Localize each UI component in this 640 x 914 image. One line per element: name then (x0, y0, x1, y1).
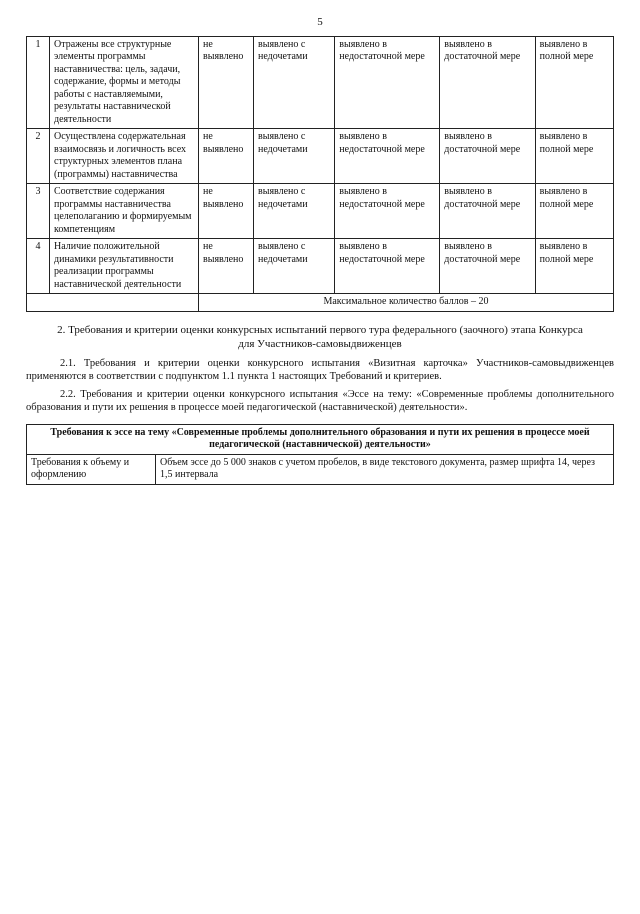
criteria-level-cell: выявлено в полной мере (535, 129, 613, 184)
criteria-total-row (27, 294, 614, 312)
criteria-level-cell: выявлено в недостаточной мере (335, 129, 440, 184)
criteria-row (27, 129, 614, 184)
criteria-level-cell: выявлено в достаточной мере (440, 239, 535, 294)
criteria-level-cell: выявлено в достаточной мере (440, 129, 535, 184)
criteria-row-number: 2 (27, 129, 50, 184)
essay-requirements-table (26, 424, 614, 485)
criteria-level-cell: выявлено с недочетами (254, 36, 335, 129)
paragraph-2-1: 2.1. Требования и критерии оценки конкурсного испытания «Визитная карточка» Участников-самовыдвиженцев применяются в соответствии с подпунктом 1.1 пункта 1 настоящих Требований и критериев. (26, 358, 614, 383)
criteria-row-number: 4 (27, 239, 50, 294)
criteria-level-cell: выявлено в достаточной мере (440, 184, 535, 239)
criteria-row-criterion: Отражены все структурные элементы программы наставничества: цель, задачи, содержание, формы и методы работы с наставляемыми, результаты наставнической деятельности (50, 36, 199, 129)
criteria-total: Максимальное количество баллов – 20 (199, 294, 614, 312)
essay-requirement-label: Требования к объему и оформлению (27, 454, 156, 484)
criteria-level-cell: не выявлено (199, 239, 254, 294)
criteria-level-cell: выявлено в полной мере (535, 239, 613, 294)
section-2-heading: 2. Требования и критерии оценки конкурсных испытаний первого тура федерального (заочного) этапа Конкурса для Участников-самовыдвиженцев (57, 323, 583, 350)
criteria-level-cell: не выявлено (199, 184, 254, 239)
criteria-row-number: 1 (27, 36, 50, 129)
criteria-row (27, 239, 614, 294)
page-number: 5 (317, 16, 323, 28)
criteria-level-cell: не выявлено (199, 36, 254, 129)
criteria-level-cell: выявлено в полной мере (535, 36, 613, 129)
essay-requirement-value: Объем эссе до 5 000 знаков с учетом пробелов, в виде текстового документа, размер шрифта 14, через 1,5 интервала (156, 454, 614, 484)
paragraph-2-2: 2.2. Требования и критерии оценки конкурсного испытания «Эссе на тему: «Современные проблемы дополнительного образования и пути их решения в процессе моей педагогической (наставнической) деятельности». (26, 388, 614, 413)
criteria-level-cell: не выявлено (199, 129, 254, 184)
criteria-level-cell: выявлено в недостаточной мере (335, 184, 440, 239)
criteria-row (27, 184, 614, 239)
criteria-row (27, 36, 614, 129)
criteria-row-criterion: Соответствие содержания программы наставничества целеполаганию и формируемым компетенциям (50, 184, 199, 239)
criteria-level-cell: выявлено в недостаточной мере (335, 239, 440, 294)
criteria-level-cell: выявлено в недостаточной мере (335, 36, 440, 129)
criteria-level-cell: выявлено с недочетами (254, 129, 335, 184)
criteria-level-cell: выявлено с недочетами (254, 184, 335, 239)
criteria-level-cell: выявлено в полной мере (535, 184, 613, 239)
criteria-total-spacer (27, 294, 199, 312)
criteria-row-criterion: Осуществлена содержательная взаимосвязь и логичность всех структурных элементов плана (программы) наставничества (50, 129, 199, 184)
criteria-row-number: 3 (27, 184, 50, 239)
criteria-level-cell: выявлено с недочетами (254, 239, 335, 294)
criteria-table (26, 36, 614, 312)
criteria-row-criterion: Наличие положительной динамики результативности реализации программы наставнической деятельности (50, 239, 199, 294)
criteria-level-cell: выявлено в достаточной мере (440, 36, 535, 129)
essay-table-header: Требования к эссе на тему «Современные проблемы дополнительного образования и пути их решения в процессе моей педагогической (наставнической) деятельности» (27, 424, 614, 454)
